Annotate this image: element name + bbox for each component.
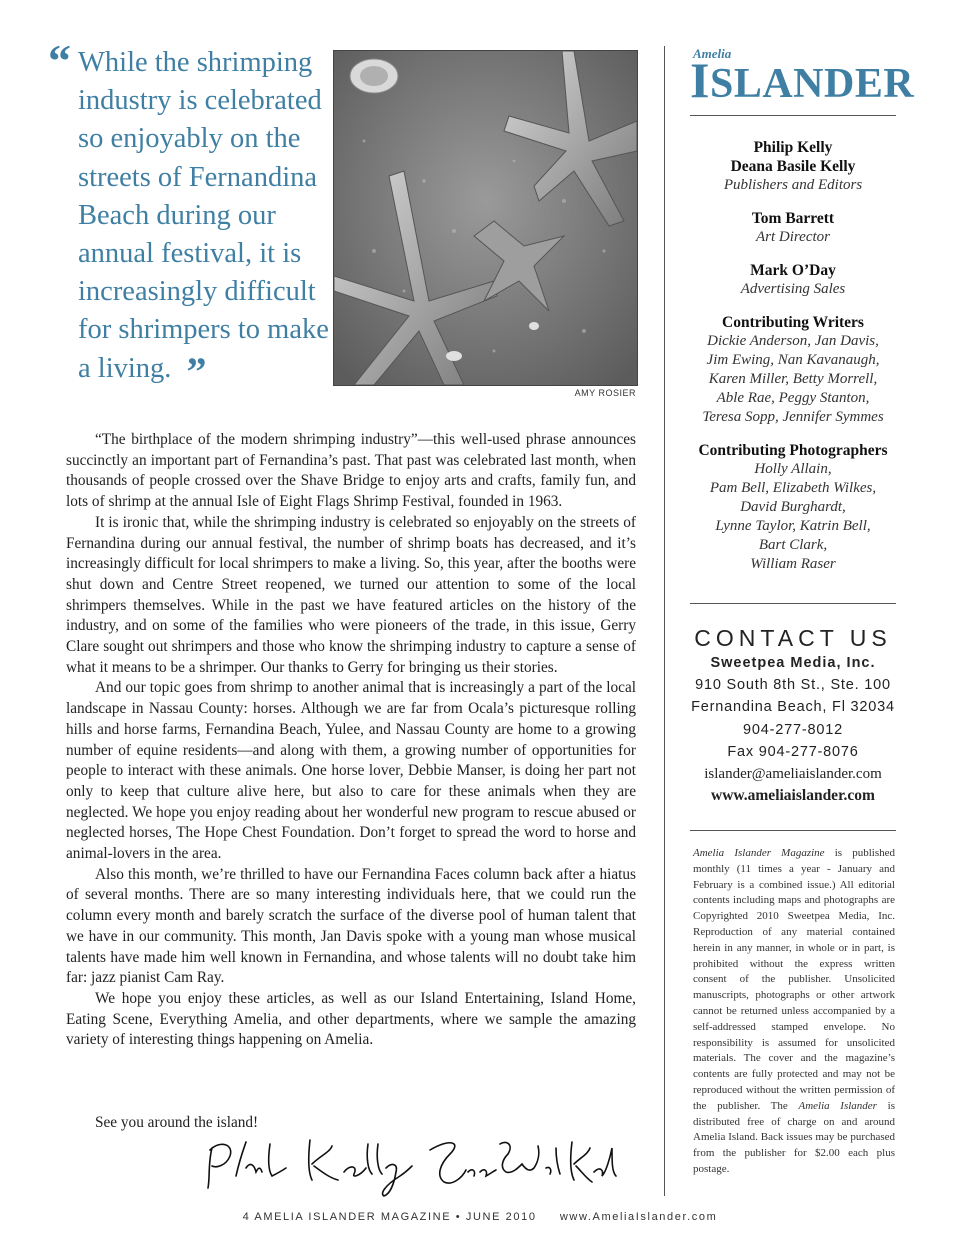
logo-amelia: Amelia	[693, 46, 732, 61]
photo-credit: AMY ROSIER	[574, 388, 636, 398]
article-paragraph: We hope you enjoy these articles, as well as our Island Entertaining, Island Home, Eating Scene, Everything Amelia, and other departments, where we sample the amazing variety of interesting things happening on Amelia.	[66, 989, 636, 1049]
staff-role: Publishers and Editors	[723, 177, 863, 193]
staff-role: Art Director	[755, 229, 831, 245]
staff-heading: Contributing Photographers	[698, 442, 888, 459]
legal-notice	[693, 846, 895, 1178]
staff-group-photographers	[690, 441, 896, 574]
contact-heading: CONTACT US	[694, 625, 892, 651]
staff-list	[690, 138, 896, 588]
staff-name: Mark O’Day	[750, 262, 836, 279]
logo-islander-initial: I	[690, 52, 710, 108]
contact-phone: 904-277-8012	[743, 721, 843, 738]
article-paragraph: Also this month, we’re thrilled to have our Fernandina Faces column back after a hiatus of several months. There are so many interesting individuals here, that we could run the column every month and barely scratch the surface of the diverse pool of human talent that we have in our community. This month, Jan Davis spoke with a young man whose musical talents have made him well known in Fernandina, and whose talents will no doubt take him far: jazz pianist Cam Ray.	[66, 865, 636, 987]
article-paragraph: “The birthplace of the modern shrimping industry”—this well-used phrase announces succinctly an important part of Fernandina’s past. That past was celebrated last month, when thousands of people crossed over the Shave Bridge to enjoy arts and crafts, family fun, and lots of shrimp at the annual Isle of Eight Flags Shrimp Festival, founded in 1963.	[66, 431, 636, 511]
pull-quote	[48, 35, 333, 394]
footer-folio: 4 AMELIA ISLANDER MAGAZINE • JUNE 2010	[242, 1211, 537, 1223]
contact-email-link[interactable]: islander@ameliaislander.com	[704, 766, 882, 783]
staff-name: Philip Kelly	[753, 139, 833, 156]
legal-text-1: is published monthly (11 times a year - January and February is a combined issue.) All editorial contents including maps and photographs are Copyrighted 2010 Sweetpea Media, Inc. Reproduction of any material contained herein in any manner, in whole or in part, is prohibited without the express written consent of the publisher. Unsolicited manuscripts, photographs or other artwork cannot be returned unless accompanied by a self-addressed stamped envelope. No responsibility is assumed for unsolicited materials. The cover and the magazine’s contents are fully protected and may not be reproduced without the written permission of the publisher. The	[693, 847, 895, 1112]
contact-top-rule	[690, 603, 896, 604]
pull-quote-text-block	[48, 35, 333, 394]
contact-fax: Fax 904-277-8076	[727, 743, 859, 760]
staff-writers-line: Dickie Anderson, Jan Davis,	[707, 333, 879, 349]
staff-photographers-line: David Burghardt,	[740, 499, 846, 515]
column-divider	[664, 46, 665, 1196]
logo-islander-rest: SLANDER	[709, 61, 915, 107]
article-paragraph: It is ironic that, while the shrimping industry is celebrated so enjoyably on the streets of Fernandina during our annual festival, the number of shrimp boats has decreased, and it’s increasingly difficult for local shrimpers to make a living. So, this year, after the booths were shut down and Centre Street reopened, we turned our attention to some of the local shrimpers themselves. While in the past we have featured articles on the history of the industry, and on some of the families who were pioneers of the trade, in this issue, Gerry Clare sought out shrimpers and those who know the shrimping industry to capture a sense of what it means to be a shrimper. Our thanks to Gerry for bringing us their stories.	[66, 513, 636, 676]
signature-phil-kelly	[200, 1128, 620, 1200]
staff-writers-line: Karen Miller, Betty Morrell,	[708, 371, 878, 387]
legal-top-rule	[690, 830, 896, 831]
contact-block	[690, 624, 896, 807]
staff-group-advertising	[690, 261, 896, 299]
page-footer	[0, 1211, 960, 1223]
staff-photographers-line: Pam Bell, Elizabeth Wilkes,	[709, 480, 877, 496]
staff-photographers-line: Bart Clark,	[758, 537, 828, 553]
signatures	[200, 1128, 620, 1200]
staff-photographers-line: William Raser	[750, 556, 836, 572]
legal-magazine-name: Amelia Islander Magazine	[693, 847, 825, 859]
contact-address-1: 910 South 8th St., Ste. 100	[695, 677, 891, 693]
signoff: See you around the island!	[95, 1114, 259, 1131]
contact-website-link[interactable]: www.ameliaislander.com	[711, 787, 875, 805]
legal-text-2: is distributed free of charge on and around Amelia Island. Back issues may be purchased from the publisher for $2.00 each plus postage.	[693, 1099, 895, 1175]
article-paragraph: And our topic goes from shrimp to another animal that is increasingly a part of the local landscape in Nassau County: horses. Although we are far from Ocala’s picturesque rolling hills and horse farms, Fernandina Beach, Yulee, and Nassau County are home to a growing number of equine residents—and along with them, a growing number of opportunities for people to interact with these animals. One horse lover, Debbie Manser, is doing her part not only to keep that culture alive here, but also to care for these animals when they are neglected. We hope you enjoy reading about her wonderful new program to rescue abused or neglected horses, The Hope Chest Foundation. Don’t forget to spread the word to horse and animal-lovers in the area.	[66, 679, 636, 863]
contact-company: Sweetpea Media, Inc.	[710, 655, 876, 671]
staff-name: Deana Basile Kelly	[730, 158, 856, 175]
open-quote-mark: “	[48, 35, 71, 86]
staff-heading: Contributing Writers	[722, 314, 864, 331]
footer-url[interactable]: www.AmeliaIslander.com	[559, 1211, 718, 1223]
staff-writers-line: Able Rae, Peggy Stanton,	[716, 390, 870, 406]
staff-name: Tom Barrett	[751, 210, 835, 227]
staff-group-writers	[690, 313, 896, 427]
starfish-illustration	[334, 51, 637, 385]
starfish-photo	[333, 50, 638, 386]
pull-quote-text: While the shrimping industry is celebrated so enjoyably on the streets of Fernandina Beach during our annual festival, it is increasingly difficult for shrimpers to make a living.	[78, 47, 329, 384]
staff-photographers-line: Holly Allain,	[754, 461, 832, 477]
contact-address-2: Fernandina Beach, Fl 32034	[691, 699, 895, 716]
masthead-logo	[690, 46, 915, 108]
staff-writers-line: Teresa Sopp, Jennifer Symmes	[702, 409, 884, 425]
staff-photographers-line: Lynne Taylor, Katrin Bell,	[715, 518, 871, 534]
masthead-rule	[690, 115, 896, 116]
close-quote-mark: ”	[186, 348, 207, 394]
staff-group-publishers	[690, 138, 896, 195]
legal-magazine-name-2: Amelia Islander	[798, 1099, 877, 1112]
article-body	[66, 430, 636, 1051]
staff-group-art-director	[690, 209, 896, 247]
staff-writers-line: Jim Ewing, Nan Kavanaugh,	[706, 352, 880, 368]
staff-role: Advertising Sales	[740, 281, 846, 297]
